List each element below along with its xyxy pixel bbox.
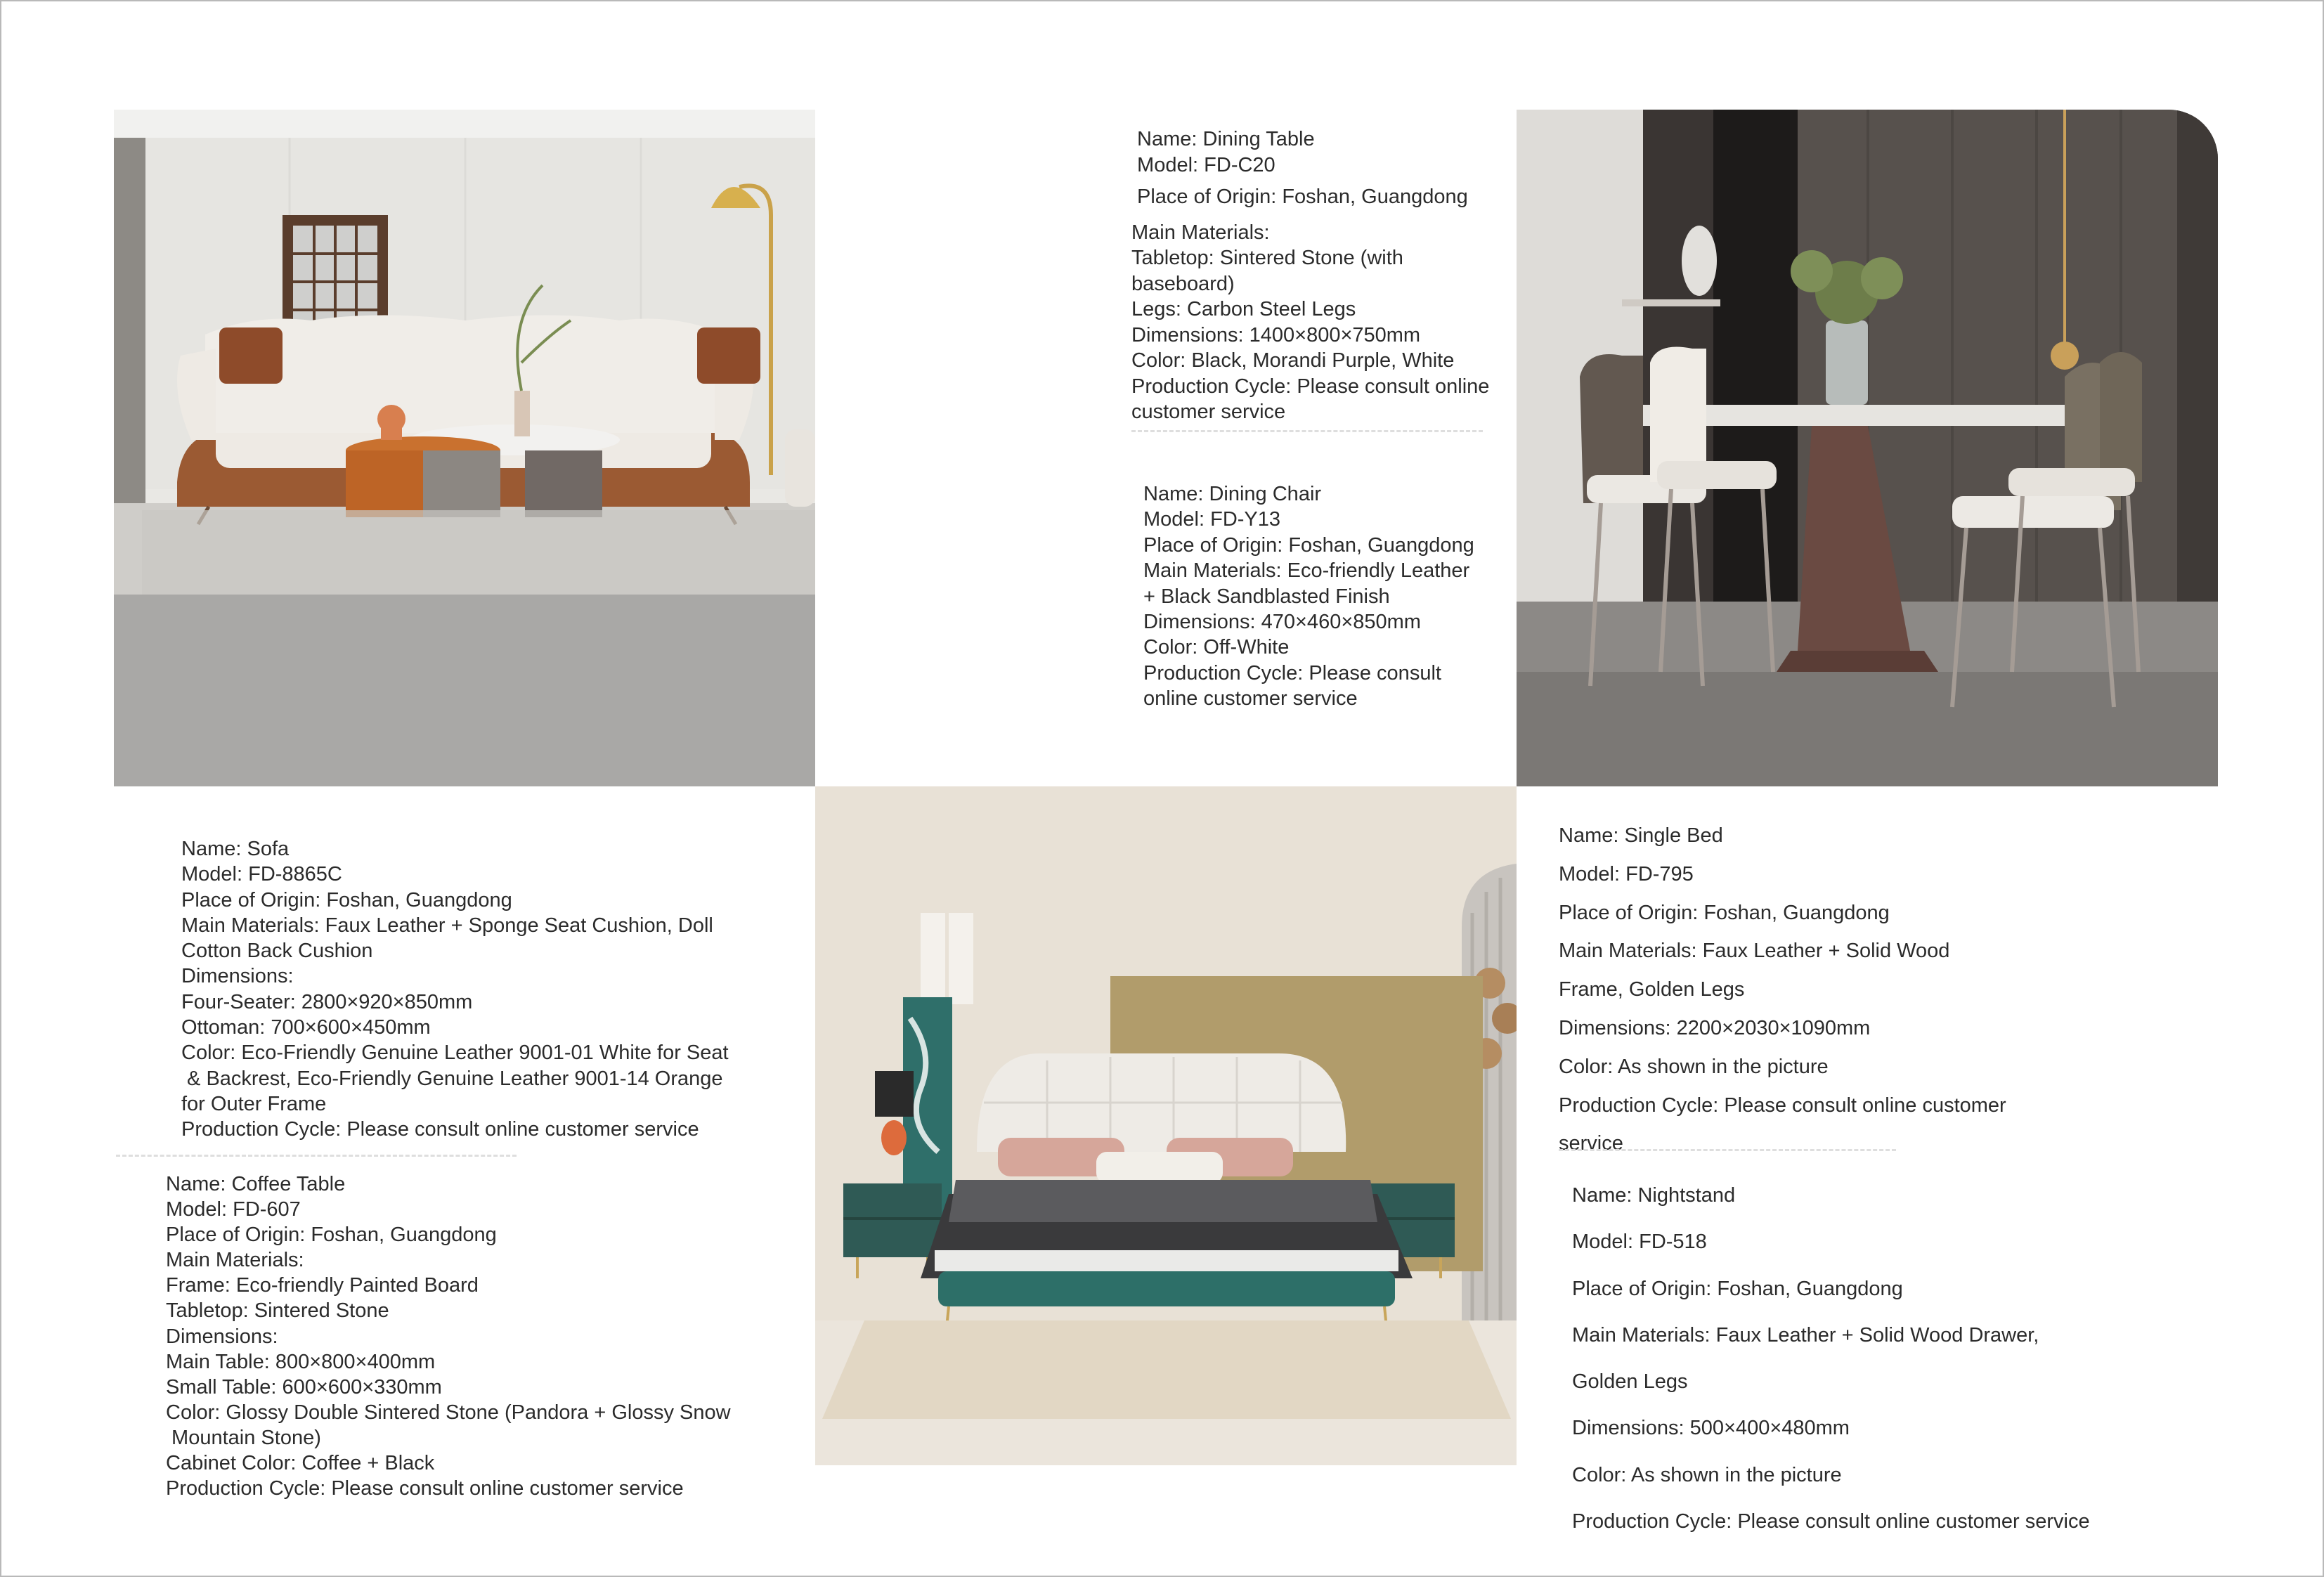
- coffee-table-cabinet-color: Cabinet Color: Coffee + Black: [166, 1452, 435, 1475]
- coffee-table-name: Name: Coffee Table: [166, 1173, 346, 1195]
- dining-table-specs: [1131, 126, 1511, 425]
- dining-chair-dimensions: Dimensions: 470×460×850mm: [1143, 611, 1421, 634]
- nightstand-color: Color: As shown in the picture: [1572, 1463, 1842, 1486]
- single-bed-materials-cont: Frame, Golden Legs: [1559, 978, 1745, 1001]
- single-bed-materials: Main Materials: Faux Leather + Solid Wood: [1559, 940, 1950, 963]
- bedroom-photo: [815, 786, 1517, 1465]
- nightstand-model: Model: FD-518: [1572, 1231, 1707, 1254]
- single-bed-dimensions: Dimensions: 2200×2030×1090mm: [1559, 1016, 1871, 1039]
- dining-table-dimensions: Dimensions: 1400×800×750mm: [1131, 323, 1421, 346]
- sofa-specs: [181, 836, 758, 1143]
- sofa-materials-cont: Cotton Back Cushion: [181, 940, 373, 963]
- single-bed-specs: [1559, 817, 2051, 1163]
- single-bed-production: Production Cycle: Please consult online customer: [1559, 1093, 2006, 1117]
- dining-chair-materials-cont: + Black Sandblasted Finish: [1143, 585, 1390, 608]
- single-bed-model: Model: FD-795: [1559, 862, 1694, 885]
- dining-table-materials-heading: Main Materials:: [1131, 221, 1270, 244]
- coffee-table-main-table: Main Table: 800×800×400mm: [166, 1350, 436, 1373]
- dining-chair-production-cont: online customer service: [1143, 687, 1358, 710]
- dining-table-name: Name: Dining Table: [1131, 128, 1315, 150]
- sofa-materials: Main Materials: Faux Leather + Sponge Seat Cushion, Doll: [181, 914, 713, 937]
- single-bed-origin: Place of Origin: Foshan, Guangdong: [1559, 901, 1890, 924]
- divider: [1131, 430, 1483, 432]
- dining-table-production-cont: customer service: [1131, 401, 1286, 423]
- dining-chair-production: Production Cycle: Please consult: [1143, 661, 1441, 684]
- coffee-table-dimensions-heading: Dimensions:: [166, 1325, 278, 1348]
- coffee-table-materials-heading: Main Materials:: [166, 1249, 304, 1272]
- dining-chair-specs: [1143, 481, 1509, 712]
- dining-room-photo: [1517, 110, 2218, 786]
- dining-chair-model: Model: FD-Y13: [1143, 508, 1281, 531]
- divider: [116, 1155, 517, 1157]
- coffee-table-production: Production Cycle: Please consult online customer service: [166, 1477, 684, 1500]
- sofa-ottoman: Ottoman: 700×600×450mm: [181, 1016, 431, 1039]
- sofa-origin: Place of Origin: Foshan, Guangdong: [181, 888, 512, 911]
- dining-table-tabletop: Tabletop: Sintered Stone (with: [1131, 247, 1403, 269]
- nightstand-materials-cont: Golden Legs: [1572, 1370, 1688, 1394]
- nightstand-name: Name: Nightstand: [1572, 1184, 1736, 1207]
- divider: [1559, 1149, 1896, 1151]
- sofa-dimensions-heading: Dimensions:: [181, 965, 294, 988]
- nightstand-specs: [1572, 1172, 2205, 1545]
- coffee-table-specs: [166, 1172, 763, 1501]
- nightstand-materials: Main Materials: Faux Leather + Solid Wood Drawer,: [1572, 1323, 2039, 1346]
- dining-table-color: Color: Black, Morandi Purple, White: [1131, 349, 1455, 372]
- sofa-four-seater: Four-Seater: 2800×920×850mm: [181, 990, 473, 1013]
- sofa-model: Model: FD-8865C: [181, 863, 342, 886]
- coffee-table-color: Color: Glossy Double Sintered Stone (Pandora + Glossy Snow: [166, 1401, 731, 1424]
- single-bed-name: Name: Single Bed: [1559, 824, 1723, 847]
- dining-table-legs: Legs: Carbon Steel Legs: [1131, 298, 1356, 320]
- coffee-table-tabletop: Tabletop: Sintered Stone: [166, 1299, 389, 1323]
- dining-chair-origin: Place of Origin: Foshan, Guangdong: [1143, 533, 1474, 557]
- dining-chair-color: Color: Off-White: [1143, 636, 1290, 659]
- nightstand-dimensions: Dimensions: 500×400×480mm: [1572, 1417, 1850, 1440]
- dining-chair-name: Name: Dining Chair: [1143, 483, 1322, 505]
- nightstand-origin: Place of Origin: Foshan, Guangdong: [1572, 1277, 1903, 1300]
- single-bed-color: Color: As shown in the picture: [1559, 1055, 1829, 1078]
- coffee-table-frame: Frame: Eco-friendly Painted Board: [166, 1274, 479, 1297]
- coffee-table-color-cont: Mountain Stone): [166, 1426, 321, 1449]
- coffee-table-small-table: Small Table: 600×600×330mm: [166, 1375, 442, 1398]
- nightstand-production: Production Cycle: Please consult online customer service: [1572, 1510, 2090, 1533]
- sofa-name: Name: Sofa: [181, 838, 290, 860]
- sofa-color-cont: & Backrest, Eco-Friendly Genuine Leather 9001-14 Orange: [181, 1067, 723, 1090]
- dining-table-tabletop-cont: baseboard): [1131, 272, 1235, 295]
- coffee-table-origin: Place of Origin: Foshan, Guangdong: [166, 1224, 497, 1247]
- dining-chair-materials: Main Materials: Eco-friendly Leather: [1143, 559, 1470, 583]
- living-room-photo: [114, 110, 815, 786]
- dining-table-production: Production Cycle: Please consult online: [1131, 375, 1490, 398]
- dining-table-model: Model: FD-C20: [1131, 153, 1275, 176]
- sofa-color: Color: Eco-Friendly Genuine Leather 9001-01 White for Seat: [181, 1041, 729, 1065]
- dining-table-origin: Place of Origin: Foshan, Guangdong: [1137, 186, 1468, 208]
- sofa-color-cont-2: for Outer Frame: [181, 1092, 327, 1115]
- coffee-table-model: Model: FD-607: [166, 1198, 301, 1221]
- sofa-production: Production Cycle: Please consult online customer service: [181, 1118, 699, 1141]
- single-bed-production-cont: service: [1559, 1132, 1623, 1155]
